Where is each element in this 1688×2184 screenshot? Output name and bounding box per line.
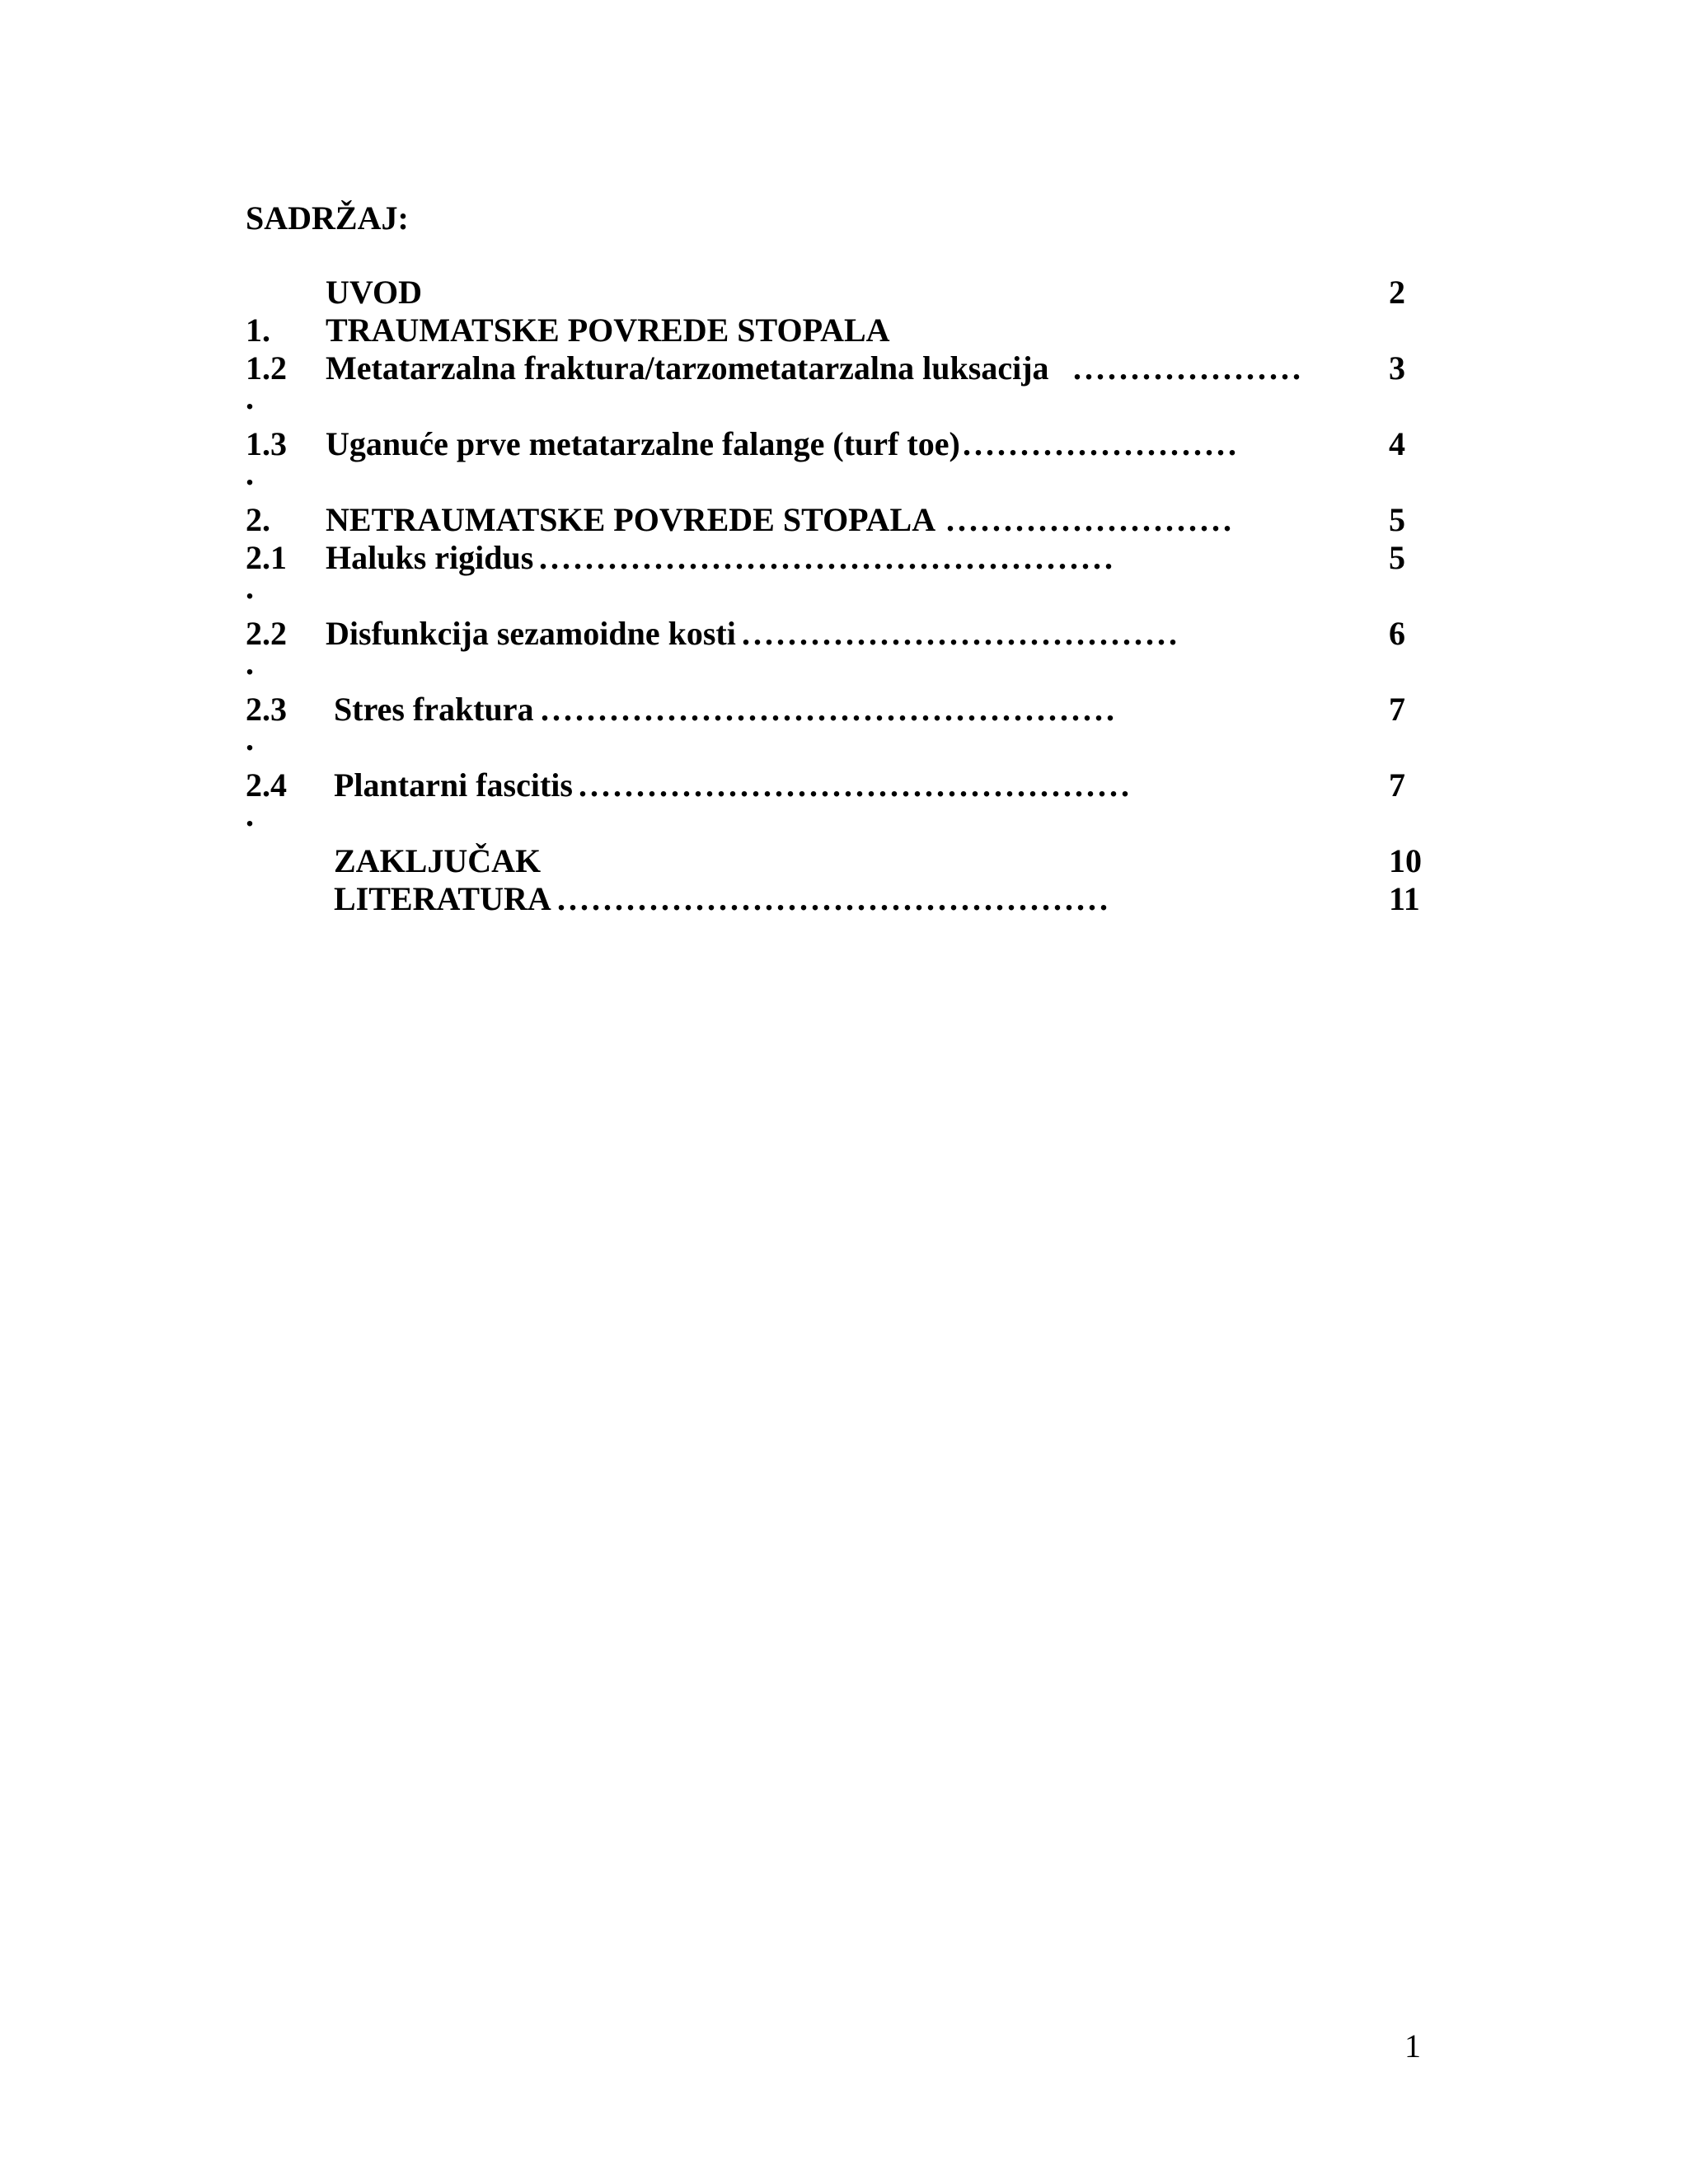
toc-entry-number-dot: . [246, 720, 254, 757]
toc-entry-page: 7 [1389, 691, 1405, 728]
toc-entry-title: ZAKLJUČAK [334, 842, 542, 879]
toc-entry-page: 7 [1389, 766, 1405, 804]
toc-entry-1-3 [0, 425, 1688, 492]
toc-entry-uvod [0, 274, 1688, 312]
toc-entry-title: TRAUMATSKE POVREDE STOPALA [326, 312, 890, 349]
toc-entry-number-dot: . [246, 644, 254, 682]
toc-entry-title: Stres fraktura [334, 691, 534, 728]
toc-entry-leader: ................................................ [579, 766, 1132, 804]
toc-entry-number: 2.2 [246, 615, 287, 652]
toc-entry-number-dot: . [246, 379, 254, 416]
toc-entry-1-2 [0, 349, 1688, 416]
toc-entry-number: 1. [246, 312, 270, 349]
toc-entry-title: Plantarni fascitis [334, 766, 573, 804]
toc-entry-title: NETRAUMATSKE POVREDE STOPALA [326, 501, 936, 538]
toc-entry-2-4 [0, 766, 1688, 833]
toc-entry-title: Haluks rigidus [326, 539, 534, 576]
toc-entry-page: 5 [1389, 539, 1405, 576]
toc-entry-2-3 [0, 691, 1688, 757]
toc-entry-leader: ........................ [963, 425, 1240, 462]
toc-entry-2-1 [0, 539, 1688, 606]
toc-entry-page: 5 [1389, 501, 1405, 538]
toc-entry-page: 6 [1389, 615, 1405, 652]
toc-entry-title: UVOD [326, 274, 422, 311]
toc-entry-page: 11 [1389, 880, 1420, 917]
toc-entry-number: 1.3 [246, 425, 287, 462]
toc-entry-title: LITERATURA [334, 880, 551, 917]
toc-entry-leader: .................................................. [541, 691, 1118, 728]
toc-entry-number-dot: . [246, 455, 254, 492]
toc-entry-title: Uganuće prve metatarzalne falange (turf toe) [326, 425, 960, 462]
page-number: 1 [1404, 2027, 1421, 2064]
toc-entry-title: Metatarzalna fraktura/tarzometatarzalna luksacija [326, 349, 1049, 387]
toc-entry-2-2 [0, 615, 1688, 682]
toc-entry-page: 3 [1389, 349, 1405, 387]
toc-entry-number-dot: . [246, 569, 254, 606]
toc-entry-leader: ...................................... [742, 615, 1180, 652]
toc-entry-number: 2.3 [246, 691, 287, 728]
toc-entry-title: Disfunkcija sezamoidne kosti [326, 615, 736, 652]
toc-entry-netraumatske-povrede [0, 501, 1688, 539]
toc-entry-number: 2.4 [246, 766, 287, 804]
toc-entry-page: 4 [1389, 425, 1405, 462]
toc-entry-number-dot: . [246, 796, 254, 833]
toc-entry-leader: ......................... [946, 501, 1235, 538]
toc-entry-number: 2. [246, 501, 270, 538]
toc-entry-leader: .................... [1073, 349, 1304, 387]
toc-heading: SADRŽAJ: [246, 199, 409, 237]
toc-entry-literatura [0, 880, 1688, 918]
toc-entry-page: 2 [1389, 274, 1405, 311]
toc-entry-number: 1.2 [246, 349, 287, 387]
toc-entry-traumatske-povrede [0, 312, 1688, 349]
toc-entry-number: 2.1 [246, 539, 287, 576]
toc-entry-zakljucak [0, 842, 1688, 880]
toc-entry-leader: .................................................. [539, 539, 1116, 576]
toc-entry-leader: ................................................ [557, 880, 1111, 917]
toc-entry-page: 10 [1389, 842, 1422, 879]
